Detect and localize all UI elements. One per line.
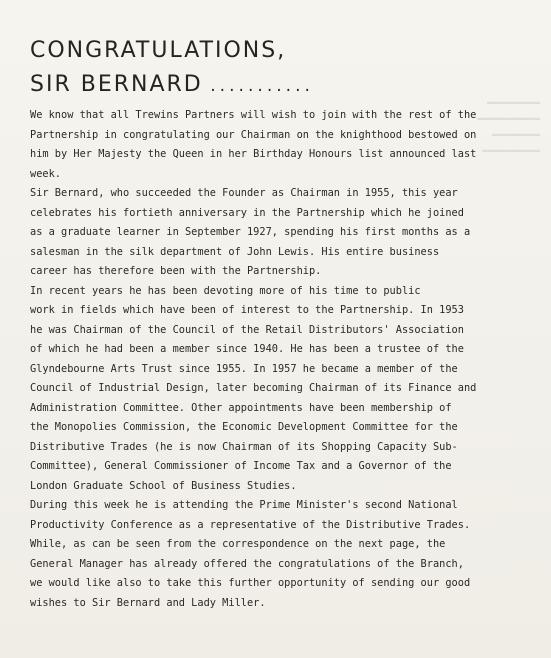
text-line: the Monopolies Commission, the Economic Development Committee for the	[30, 421, 458, 433]
text-line: he was Chairman of the Council of the Retail Distributors' Association	[30, 323, 464, 336]
page-heading	[30, 34, 312, 104]
text-line: Partnership in congratulating our Chairman on the knighthood bestowed on	[30, 128, 477, 141]
article-body	[30, 106, 542, 613]
text-line: work in fields which have been of interest to the Partnership. In 1953	[30, 304, 464, 316]
text-line: Council of Industrial Design, later becoming Chairman of its Finance and	[30, 382, 477, 394]
text-line: as a graduate learner in September 1927, spending his first months as a	[30, 226, 471, 238]
text-line: Distributive Trades (he is now Chairman of its Shopping Capacity Sub-	[30, 440, 458, 453]
text-line: During this week he is attending the Prime Minister's second National	[30, 499, 458, 511]
text-line: General Manager has already offered the congratulations of the Branch,	[30, 557, 464, 570]
text-line: Productivity Conference as a representative of the Distributive Trades.	[30, 518, 471, 531]
text-line: him by Her Majesty the Queen in her Birthday Honours list announced last	[30, 148, 477, 160]
text-line: celebrates his fortieth anniversary in the Partnership which he joined	[30, 206, 464, 219]
text-line: London Graduate School of Business Studies.	[30, 479, 297, 492]
text-line: In recent years he has been devoting more of his time to public	[30, 284, 421, 297]
text-line: Sir Bernard, who succeeded the Founder as Chairman in 1955, this year	[30, 187, 458, 199]
text-line: of which he had been a member since 1940. He has been a trustee of the	[30, 343, 464, 355]
text-line: Administration Committee. Other appointments have been membership of	[30, 401, 452, 414]
text-line: Glyndebourne Arts Trust since 1955. In 1957 he became a member of the	[30, 362, 458, 375]
heading-line-1: CONGRATULATIONS,	[30, 38, 287, 63]
text-line: career has therefore been with the Partnership.	[30, 265, 322, 277]
text-line: we would like also to take this further opportunity of sending our good	[30, 577, 471, 589]
heading-name: SIR BERNARD	[30, 72, 203, 97]
text-line: Committee), General Commissioner of Income Tax and a Governor of the	[30, 460, 452, 472]
text-line: wishes to Sir Bernard and Lady Miller.	[30, 596, 266, 609]
text-line: We know that all Trewins Partners will wish to join with the rest of the	[30, 109, 477, 121]
show-through-text: ▬▬▬▬▬▬▬▬▬▬▬ ▬▬▬▬▬▬▬▬▬▬▬▬▬ ▬▬▬▬▬▬▬▬▬▬ ▬▬▬▬▬▬▬▬▬▬▬▬	[477, 98, 540, 155]
heading-dots: ...........	[208, 79, 313, 95]
text-line: week.	[30, 167, 61, 180]
heading-line-2	[30, 68, 312, 104]
text-line: While, as can be seen from the correspondence on the next page, the	[30, 538, 446, 550]
text-line: salesman in the silk department of John Lewis. His entire business	[30, 245, 440, 258]
